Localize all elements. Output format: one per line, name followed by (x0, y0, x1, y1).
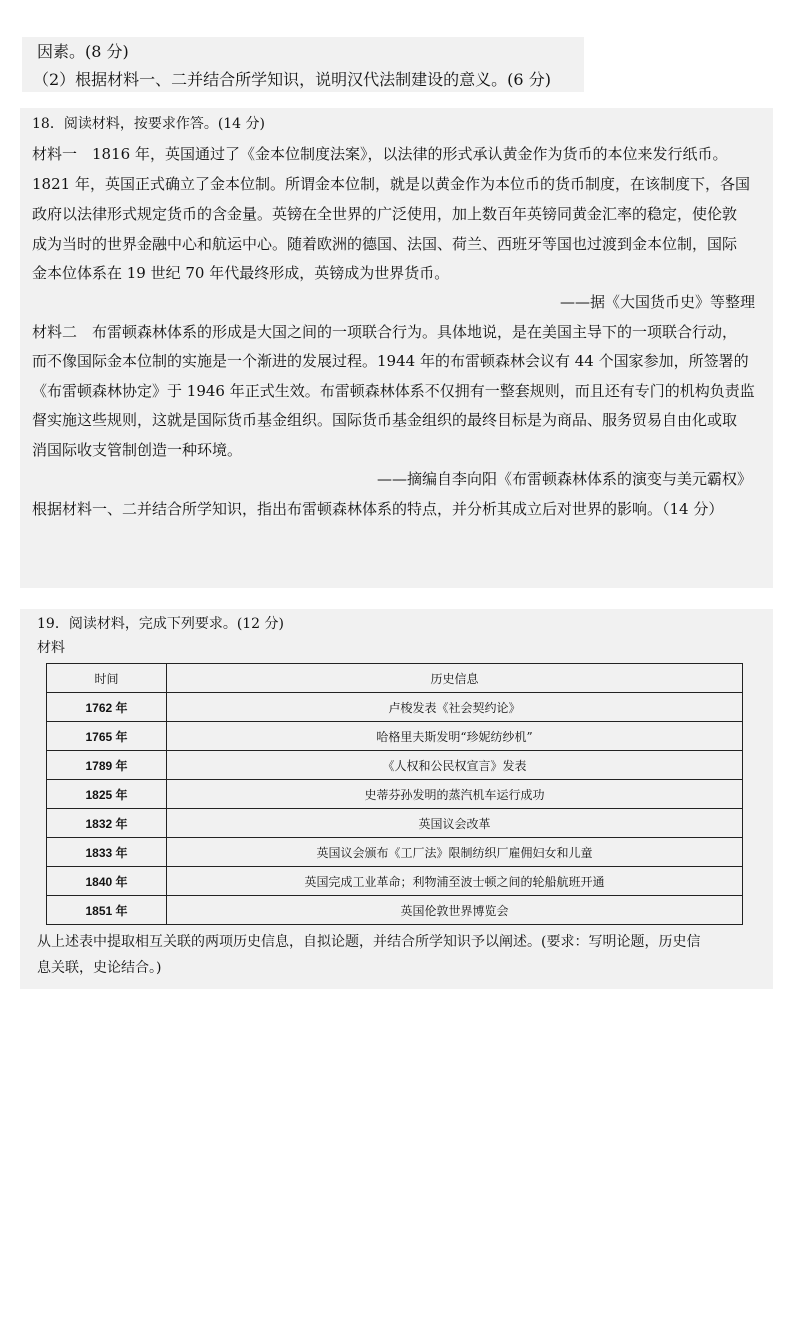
table-cell-year: 1765 年 (47, 722, 167, 751)
table-cell-info: 史蒂芬孙发明的蒸汽机车运行成功 (167, 780, 743, 809)
table-header-info: 历史信息 (167, 664, 743, 693)
q18-material1-line: 成为当时的世界金融中心和航运中心。随着欧洲的德国、法国、荷兰、西班牙等国也过渡到金本位制，国际 (32, 235, 738, 253)
table-cell-info: 《人权和公民权宣言》发表 (167, 751, 743, 780)
q18-source1: ——据《大国货币史》等整理 (559, 293, 755, 311)
q18-material2-line: 材料二 布雷顿森林体系的形成是大国之间的一项联合行为。具体地说，是在美国主导下的一项联合行动， (32, 323, 738, 341)
q18-material1-line: 金本位体系在 19 世纪 70 年代最终形成，英镑成为世界货币。 (32, 264, 450, 282)
q18-material1-line: 政府以法律形式规定货币的含金量。英镑在全世界的广泛使用，加上数百年英镑同黄金汇率的稳定，使伦敦 (32, 205, 738, 223)
table-row (47, 751, 743, 780)
table-cell-year: 1789 年 (47, 751, 167, 780)
table-cell-info: 哈格里夫斯发明“珍妮纺纱机” (167, 722, 743, 751)
q17-part2: （2）根据材料一、二并结合所学知识，说明汉代法制建设的意义。(6 分) (33, 70, 551, 89)
q18-material1-line: 材料一 1816 年，英国通过了《金本位制度法案》，以法律的形式承认黄金作为货币的本位来发行纸币。 (32, 145, 728, 163)
table-row (47, 838, 743, 867)
q19-question-line: 从上述表中提取相互关联的两项历史信息，自拟论题，并结合所学知识予以阐述。(要求：写明论题，历史信 (37, 934, 701, 950)
table-cell-info: 英国议会颁布《工厂法》限制纺织厂雇佣妇女和儿童 (167, 838, 743, 867)
q19-material-label: 材料 (37, 640, 65, 656)
table-row (47, 809, 743, 838)
table-cell-year: 1833 年 (47, 838, 167, 867)
table-header-time: 时间 (47, 664, 167, 693)
table-cell-year: 1762 年 (47, 693, 167, 722)
table-cell-year: 1840 年 (47, 867, 167, 896)
table-row (47, 780, 743, 809)
q18-header: 18．阅读材料，按要求作答。(14 分) (32, 116, 266, 132)
q17-part1-tail: 因素。(8 分) (37, 42, 129, 61)
q18-material2-line: 督实施这些规则，这就是国际货币基金组织。国际货币基金组织的最终目标是为商品、服务贸易自由化或取 (32, 411, 738, 429)
table-row (47, 693, 743, 722)
q18-source2: ——摘编自李向阳《布雷顿森林体系的演变与美元霸权》 (376, 470, 752, 488)
q18-material2-line: 消国际收支管制创造一种环境。 (32, 441, 243, 459)
q18-question: 根据材料一、二并结合所学知识，指出布雷顿森林体系的特点，并分析其成立后对世界的影响。（14 分） (32, 500, 724, 518)
q19-question-line: 息关联，史论结合。) (37, 960, 162, 976)
history-table (46, 663, 743, 925)
table-cell-year: 1851 年 (47, 896, 167, 925)
table-row (47, 722, 743, 751)
table-header-row (47, 664, 743, 693)
table-cell-info: 英国完成工业革命；利物浦至波士顿之间的轮船航班开通 (167, 867, 743, 896)
table-cell-info: 英国议会改革 (167, 809, 743, 838)
q18-material2-line: 《布雷顿森林协定》于 1946 年正式生效。布雷顿森林体系不仅拥有一整套规则，而且还有专门的机构负责监 (32, 382, 755, 400)
table-cell-info: 卢梭发表《社会契约论》 (167, 693, 743, 722)
q19-header: 19．阅读材料，完成下列要求。(12 分) (37, 616, 285, 632)
table-row (47, 867, 743, 896)
q18-material2-line: 而不像国际金本位制的实施是一个渐进的发展过程。1944 年的布雷顿森林会议有 44 个国家参加，所签署的 (32, 352, 749, 370)
q18-material1-line: 1821 年，英国正式确立了金本位制。所谓金本位制，就是以黄金作为本位币的货币制度，在该制度下，各国 (32, 175, 750, 193)
table-row (47, 896, 743, 925)
table-cell-info: 英国伦敦世界博览会 (167, 896, 743, 925)
table-cell-year: 1825 年 (47, 780, 167, 809)
table-cell-year: 1832 年 (47, 809, 167, 838)
